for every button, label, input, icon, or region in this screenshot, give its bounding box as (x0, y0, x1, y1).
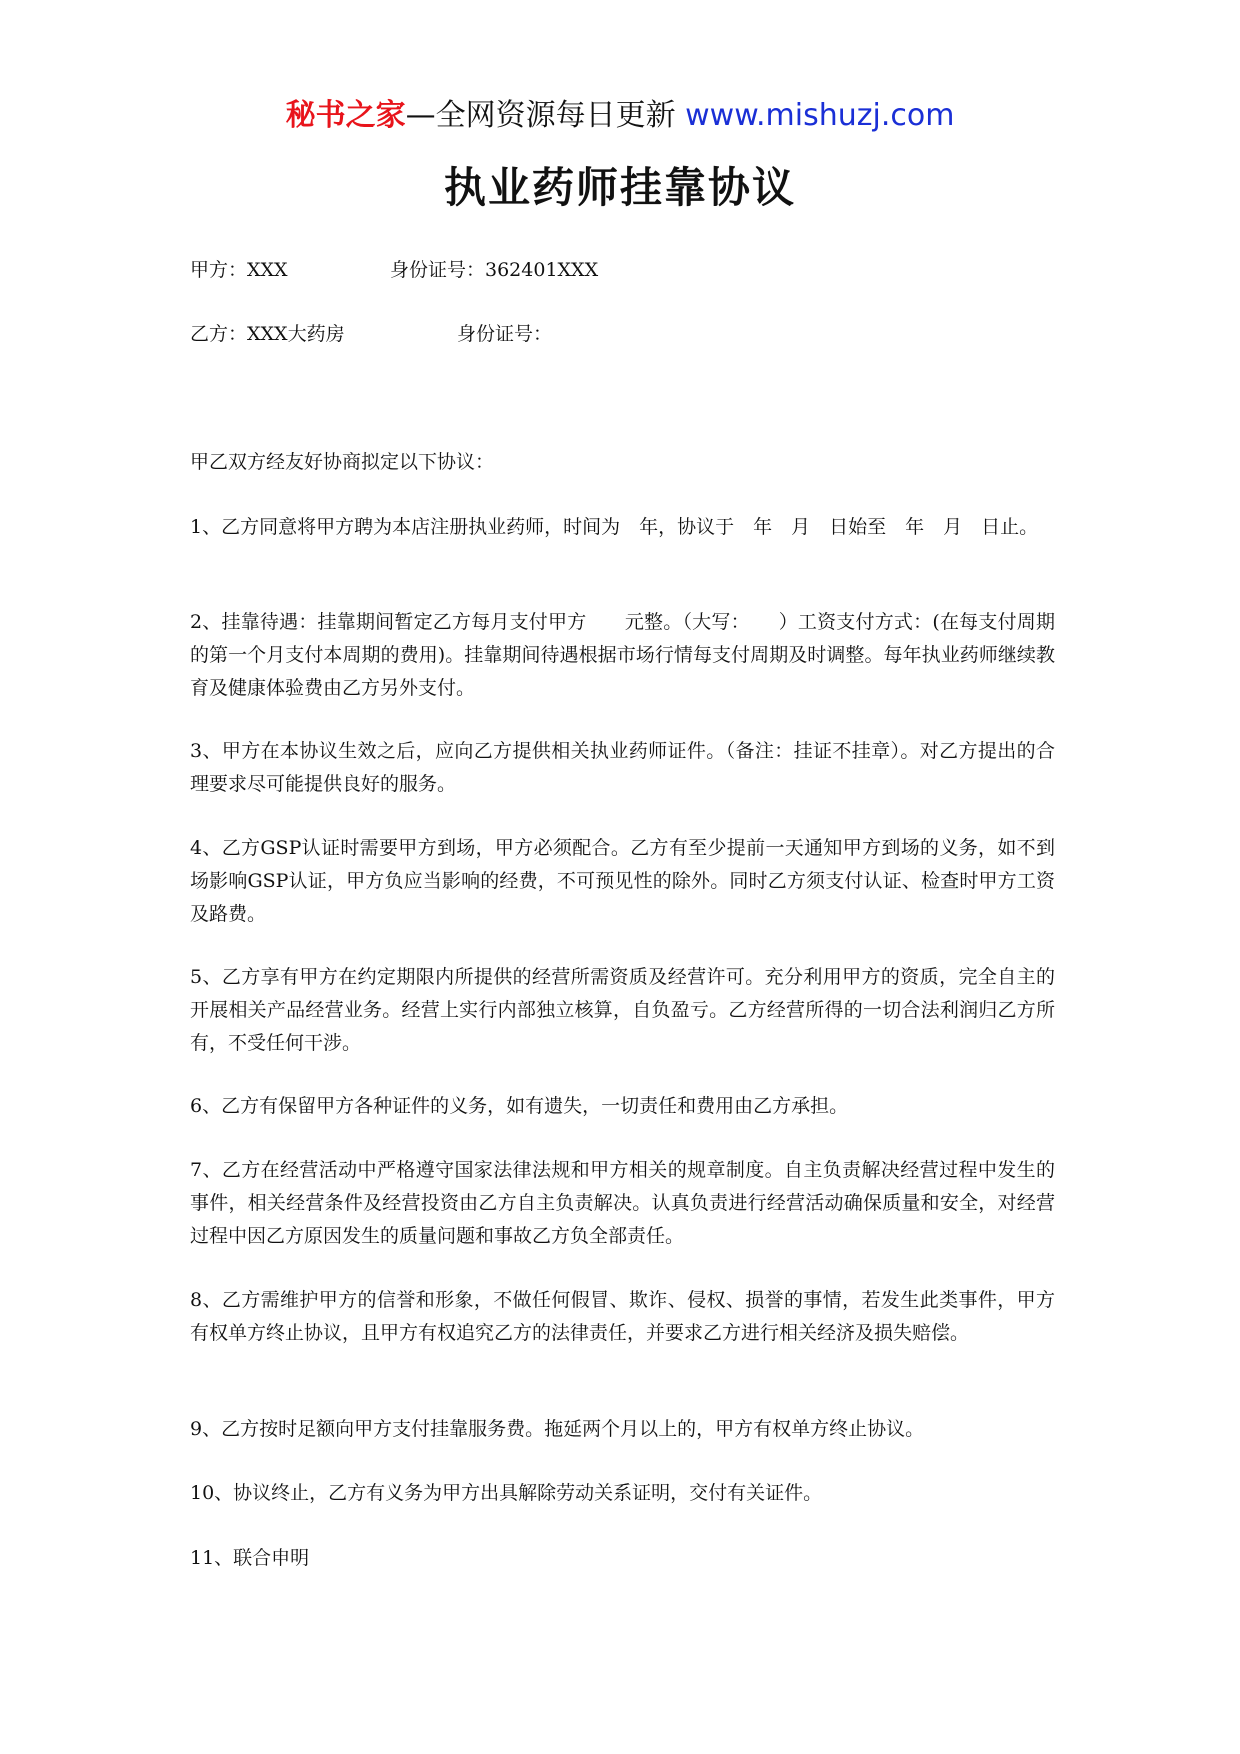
party-b-name: 乙方：XXX大药房 (190, 323, 345, 345)
clause-1 (190, 511, 1055, 544)
clause-4 (190, 832, 1055, 931)
clause-paragraph: 6、乙方有保留甲方各种证件的义务，如有遗失，一切责任和费用由乙方承担。 (190, 1095, 849, 1117)
clause-9 (190, 1413, 1055, 1446)
party-b-line (190, 320, 553, 348)
intro-paragraph: 甲乙双方经友好协商拟定以下协议： (190, 451, 495, 473)
clause-paragraph: 7、乙方在经营活动中严格遵守国家法律法规和甲方相关的规章制度。自主负责解决经营过程中发生的事件，相关经营条件及经营投资由乙方自主负责解决。认真负责进行经营活动确保质量和安全，对经营过程中因乙方原因发生的质量问题和事故乙方负全部责任。 (190, 1159, 1055, 1247)
clause-paragraph: 11、联合申明 (190, 1547, 310, 1569)
page-title: 执业药师挂靠协议 (443, 163, 796, 212)
agreement-intro (190, 446, 1055, 479)
banner-url-link[interactable]: www.mishuzj.com (685, 98, 955, 133)
clause-paragraph: 8、乙方需维护甲方的信誉和形象，不做任何假冒、欺诈、侵权、损誉的事情，若发生此类事件，甲方有权单方终止协议，且甲方有权追究乙方的法律责任，并要求乙方进行相关经济及损失赔偿。 (190, 1289, 1055, 1344)
clause-5 (190, 961, 1055, 1060)
party-a-name: 甲方：XXX (190, 259, 288, 281)
clause-10 (190, 1477, 1055, 1510)
clause-paragraph: 1、乙方同意将甲方聘为本店注册执业药师，时间为 年，协议于 年 月 日始至 年 月 日止。 (190, 516, 1039, 538)
party-a-id: 身份证号：362401XXX (390, 259, 599, 281)
site-banner (0, 96, 1240, 136)
banner-brand: 秘书之家 (285, 98, 406, 133)
clause-7 (190, 1154, 1055, 1253)
party-a-line (190, 256, 599, 284)
clause-8 (190, 1284, 1055, 1350)
clause-paragraph: 3、甲方在本协议生效之后，应向乙方提供相关执业药师证件。（备注：挂证不挂章）。对乙方提出的合理要求尽可能提供良好的服务。 (190, 740, 1055, 795)
party-b-id: 身份证号： (457, 323, 553, 345)
clause-3 (190, 735, 1055, 801)
clause-6 (190, 1090, 1055, 1123)
clause-2 (190, 606, 1055, 705)
clause-paragraph: 9、乙方按时足额向甲方支付挂靠服务费。拖延两个月以上的，甲方有权单方终止协议。 (190, 1418, 925, 1440)
clause-paragraph: 4、乙方GSP认证时需要甲方到场，甲方必须配合。乙方有至少提前一天通知甲方到场的义务，如不到场影响GSP认证，甲方负应当影响的经费，不可预见性的除外。同时乙方须支付认证、检查时甲方工资及路费。 (190, 837, 1055, 925)
clause-11 (190, 1542, 1055, 1575)
clause-paragraph: 5、乙方享有甲方在约定期限内所提供的经营所需资质及经营许可。充分利用甲方的资质，完全自主的开展相关产品经营业务。经营上实行内部独立核算，自负盈亏。乙方经营所得的一切合法利润归乙方所有，不受任何干涉。 (190, 966, 1055, 1054)
banner-slogan: —全网资源每日更新 (405, 98, 676, 133)
clause-paragraph: 10、协议终止，乙方有义务为甲方出具解除劳动关系证明，交付有关证件。 (190, 1482, 823, 1504)
clause-paragraph: 2、挂靠待遇：挂靠期间暂定乙方每月支付甲方 元整。（大写： ）工资支付方式：(在每支付周期的第一个月支付本周期的费用)。挂靠期间待遇根据市场行情每支付周期及时调整。每年执业药师继续教育及健康体验费由乙方另外支付。 (190, 611, 1055, 699)
